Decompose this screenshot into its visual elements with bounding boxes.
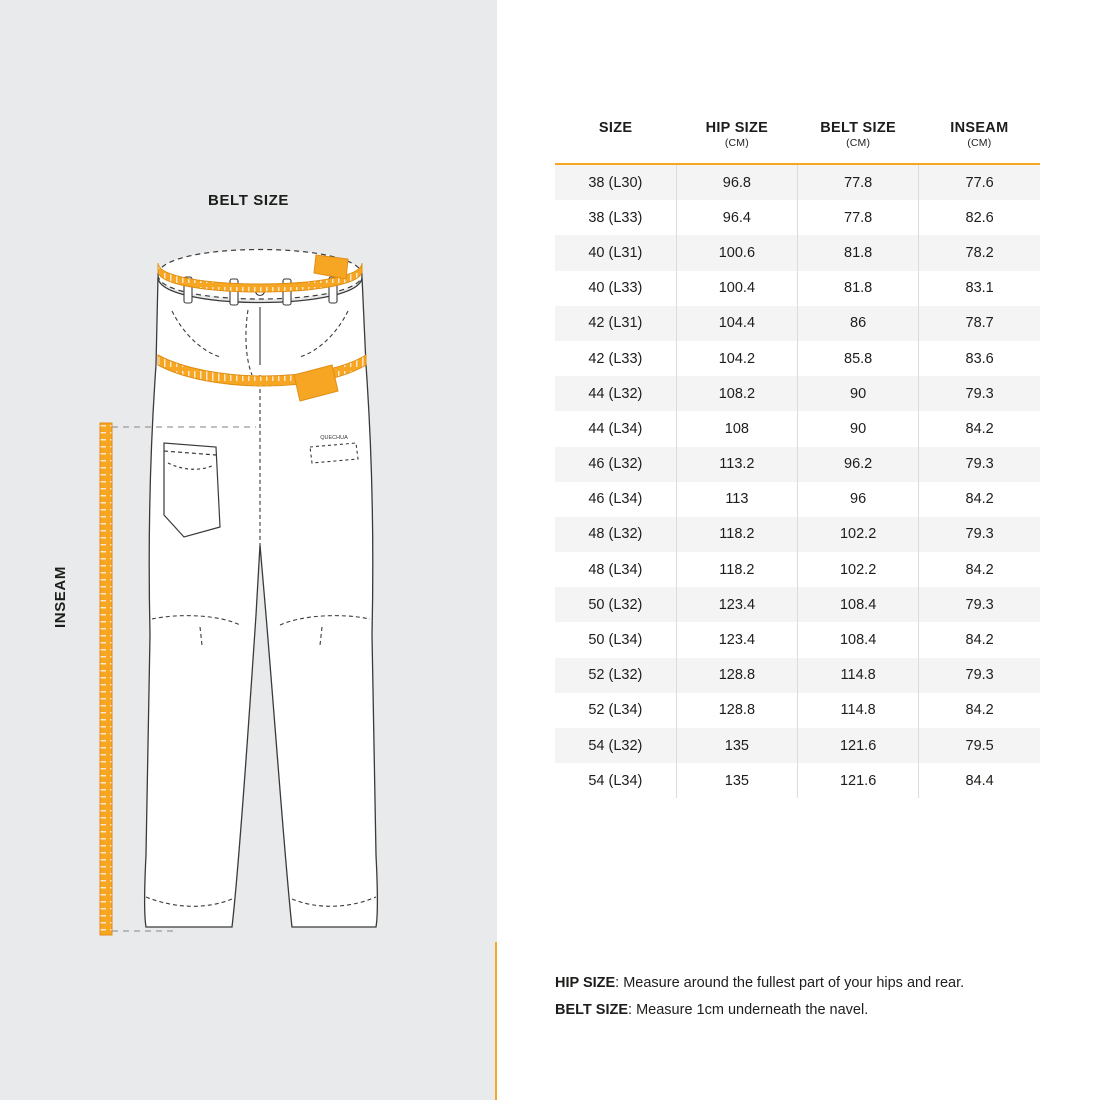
cell-belt: 90 [798, 411, 919, 446]
cell-size: 44 (L34) [555, 411, 676, 446]
cell-belt: 86 [798, 306, 919, 341]
cell-inseam: 79.3 [965, 667, 994, 684]
cell-hip: 96.8 [676, 164, 797, 200]
col-inseam-unit: (CM) [967, 137, 992, 149]
cell-size: 52 (L32) [555, 658, 676, 693]
cell-inseam: 84.2 [965, 632, 994, 649]
cell-size: 50 (L34) [555, 622, 676, 657]
cell-belt: 96.2 [798, 447, 919, 482]
cell-inseam: 79.3 [965, 526, 994, 543]
cell-size: 40 (L31) [555, 235, 676, 270]
table-row [555, 587, 1040, 622]
cell-size: 50 (L32) [555, 587, 676, 622]
table-row [555, 482, 1040, 517]
table-row [555, 200, 1040, 235]
table-row [555, 728, 1040, 763]
cell-size: 54 (L32) [555, 728, 676, 763]
cell-size: 46 (L34) [555, 482, 676, 517]
table-row [555, 306, 1040, 341]
measurements-panel [497, 0, 1100, 1100]
cell-belt: 77.8 [798, 164, 919, 200]
cell-inseam: 79.3 [965, 456, 994, 473]
cell-size: 48 (L34) [555, 552, 676, 587]
table-row [555, 411, 1040, 446]
note-hip-size [555, 970, 1075, 997]
cell-belt: 108.4 [798, 622, 919, 657]
table-row [555, 164, 1040, 200]
illustration-panel [0, 0, 497, 1100]
cell-belt: 77.8 [798, 200, 919, 235]
cell-size: 42 (L33) [555, 341, 676, 376]
table-row [555, 693, 1040, 728]
table-row [555, 658, 1040, 693]
size-table [555, 120, 1040, 798]
size-table-head [555, 120, 1040, 164]
cell-belt: 121.6 [798, 763, 919, 798]
cell-belt: 81.8 [798, 235, 919, 270]
cell-size: 48 (L32) [555, 517, 676, 552]
cell-inseam: 78.2 [965, 244, 994, 261]
table-row [555, 517, 1040, 552]
cell-hip: 128.8 [676, 693, 797, 728]
table-row [555, 341, 1040, 376]
table-row [555, 235, 1040, 270]
cell-inseam: 82.6 [965, 209, 994, 226]
cell-size: 42 (L31) [555, 306, 676, 341]
cell-inseam: 78.7 [965, 315, 994, 332]
cell-hip: 113 [676, 482, 797, 517]
cell-hip: 96.4 [676, 200, 797, 235]
cell-hip: 108.2 [676, 376, 797, 411]
cell-hip: 123.4 [676, 587, 797, 622]
size-table-body [555, 164, 1040, 798]
cell-inseam: 77.6 [965, 174, 994, 191]
note-belt-size [555, 997, 1075, 1024]
cell-inseam: 83.6 [965, 350, 994, 367]
cell-inseam: 79.3 [965, 596, 994, 613]
cell-hip: 108 [676, 411, 797, 446]
inseam-label: INSEAM [52, 566, 69, 628]
cell-inseam: 84.2 [965, 702, 994, 719]
col-hip-size: HIP SIZE (CM) [676, 120, 797, 164]
cell-hip: 113.2 [676, 447, 797, 482]
cell-belt: 96 [798, 482, 919, 517]
measurement-notes [555, 970, 1075, 1024]
col-hip-size-unit: (CM) [724, 137, 749, 149]
col-inseam: INSEAM (CM) [919, 120, 1040, 164]
cell-hip: 128.8 [676, 658, 797, 693]
cell-size: 40 (L33) [555, 271, 676, 306]
note-belt-term: BELT SIZE [555, 1001, 629, 1018]
cell-hip: 104.2 [676, 341, 797, 376]
col-belt-size: BELT SIZE (CM) [798, 120, 919, 164]
cell-size: 44 (L32) [555, 376, 676, 411]
cell-size: 54 (L34) [555, 763, 676, 798]
col-size: SIZE [598, 120, 633, 136]
table-row [555, 447, 1040, 482]
trousers-illustration [80, 215, 440, 955]
cell-belt: 85.8 [798, 341, 919, 376]
cell-size: 52 (L34) [555, 693, 676, 728]
cell-hip: 100.4 [676, 271, 797, 306]
belt-size-label: BELT SIZE [208, 192, 289, 209]
cell-inseam: 84.2 [965, 561, 994, 578]
cell-belt: 102.2 [798, 552, 919, 587]
cell-hip: 135 [676, 763, 797, 798]
cell-hip: 118.2 [676, 552, 797, 587]
cell-inseam: 79.5 [965, 737, 994, 754]
cell-belt: 90 [798, 376, 919, 411]
cell-inseam: 84.4 [965, 772, 994, 789]
cell-hip: 123.4 [676, 622, 797, 657]
cell-hip: 100.6 [676, 235, 797, 270]
table-row [555, 622, 1040, 657]
cell-inseam: 84.2 [965, 420, 994, 437]
cell-hip: 118.2 [676, 517, 797, 552]
cell-inseam: 79.3 [965, 385, 994, 402]
note-hip-term: HIP SIZE [555, 975, 616, 991]
table-row [555, 763, 1040, 798]
cell-inseam: 84.2 [965, 491, 994, 508]
cell-hip: 135 [676, 728, 797, 763]
cell-inseam: 83.1 [965, 280, 994, 297]
cell-belt: 102.2 [798, 517, 919, 552]
cell-size: 46 (L32) [555, 447, 676, 482]
col-belt-size-unit: (CM) [846, 137, 871, 149]
cell-belt: 114.8 [798, 693, 919, 728]
note-belt-text: : Measure 1cm underneath the navel. [628, 1001, 869, 1018]
table-row [555, 271, 1040, 306]
cell-belt: 121.6 [798, 728, 919, 763]
cell-belt: 108.4 [798, 587, 919, 622]
table-row [555, 376, 1040, 411]
cell-belt: 81.8 [798, 271, 919, 306]
note-hip-text: : Measure around the fullest part of your hips and rear. [615, 975, 965, 991]
table-row [555, 552, 1040, 587]
cell-belt: 114.8 [798, 658, 919, 693]
cell-hip: 104.4 [676, 306, 797, 341]
cell-size: 38 (L33) [555, 200, 676, 235]
size-table-header-row [555, 120, 1040, 164]
size-table-wrap [555, 120, 1040, 798]
brand-mark: QUECHUA [320, 435, 348, 441]
cell-size: 38 (L30) [555, 164, 676, 200]
